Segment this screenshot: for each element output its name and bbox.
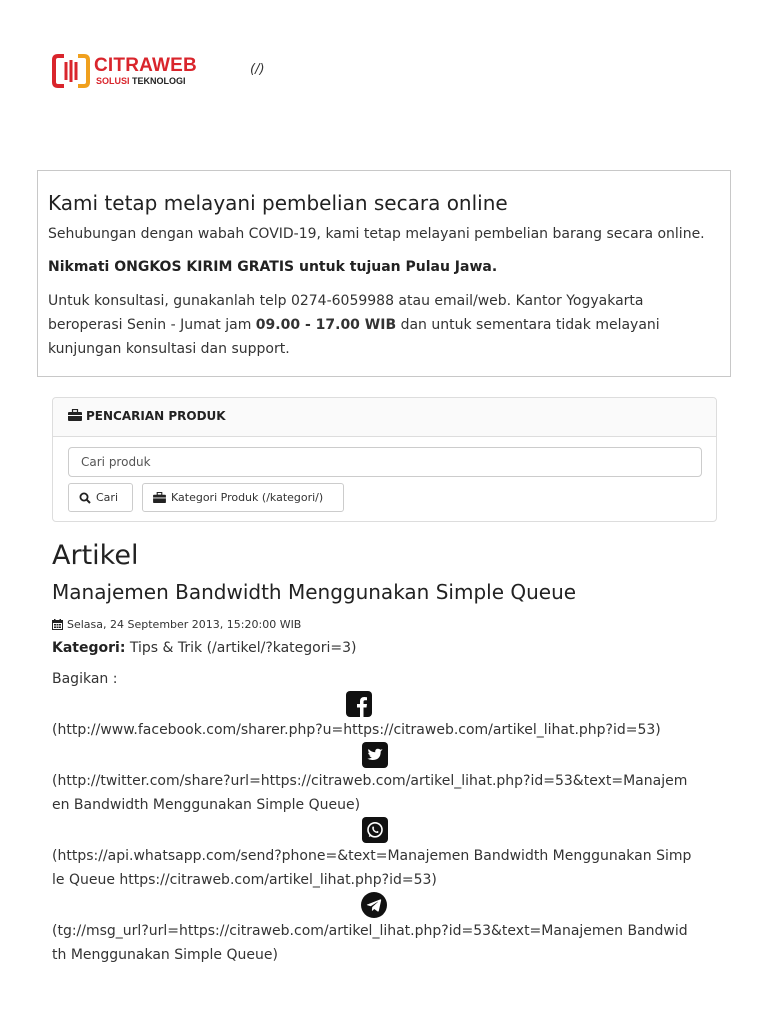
product-category-button[interactable] xyxy=(142,483,344,512)
article-title: Manajemen Bandwidth Menggunakan Simple Queue xyxy=(52,580,577,604)
logo-name: CITRAWEB xyxy=(94,55,197,76)
notice-title: Kami tetap melayani pembelian secara online xyxy=(48,191,508,215)
logo-tagline xyxy=(96,76,186,86)
search-icon xyxy=(79,492,91,504)
category-label: Kategori: xyxy=(52,640,126,656)
facebook-icon[interactable] xyxy=(346,691,372,717)
briefcase-icon xyxy=(153,492,166,503)
product-search-input[interactable] xyxy=(68,447,702,477)
covid-notice-box xyxy=(37,170,731,377)
whatsapp-share-link[interactable]: (https://api.whatsapp.com/send?phone=&text=Manajemen Bandwidth Menggunakan Simple Queue https://citraweb.com/artikel_lihat.php?id=53) xyxy=(52,848,692,888)
notice-paragraph-1: Sehubungan dengan wabah COVID-19, kami tetap melayani pembelian barang secara online. xyxy=(48,226,705,242)
citraweb-logo-mark xyxy=(52,52,90,90)
product-search-panel xyxy=(52,397,717,522)
search-button[interactable] xyxy=(68,483,133,512)
whatsapp-icon[interactable] xyxy=(362,817,388,843)
article-date xyxy=(52,618,301,631)
facebook-share-link[interactable]: (http://www.facebook.com/sharer.php?u=https://citraweb.com/artikel_lihat.php?id=53) xyxy=(52,722,661,738)
briefcase-icon xyxy=(68,409,82,421)
calendar-icon xyxy=(52,619,63,630)
home-link[interactable]: (/) xyxy=(250,62,265,77)
search-panel-title: PENCARIAN PRODUK xyxy=(86,409,226,423)
section-title: Artikel xyxy=(52,540,139,571)
article-date-text: Selasa, 24 September 2013, 15:20:00 WIB xyxy=(67,618,302,631)
telegram-share-link[interactable]: (tg://msg_url?url=https://citraweb.com/artikel_lihat.php?id=53&text=Manajemen Bandwidth Menggunakan Simple Queue) xyxy=(52,923,688,963)
category-button-label: Kategori Produk (/kategori/) xyxy=(171,491,324,504)
notice-p3-text: Untuk konsultasi, gunakanlah telp 0274-6059988 atau email/web. Kantor Yogyakarta beroperasi Senin - Jumat jam xyxy=(48,293,644,333)
logo-tagline-a: SOLUSI xyxy=(96,76,130,86)
notice-hours: 09.00 - 17.00 WIB xyxy=(255,317,397,333)
twitter-share-link[interactable]: (http://twitter.com/share?url=https://citraweb.com/artikel_lihat.php?id=53&text=Manajemen Bandwidth Menggunakan Simple Queue) xyxy=(52,773,688,813)
notice-paragraph-3 xyxy=(48,289,708,361)
telegram-icon[interactable] xyxy=(361,892,387,918)
article-category xyxy=(52,640,357,656)
category-link[interactable]: Tips & Trik (/artikel/?kategori=3) xyxy=(125,640,357,656)
citraweb-logo[interactable] xyxy=(52,52,232,92)
logo-tagline-b: TEKNOLOGI xyxy=(132,76,186,86)
twitter-icon[interactable] xyxy=(362,742,388,768)
search-button-label: Cari xyxy=(96,491,118,504)
share-label: Bagikan : xyxy=(52,671,118,687)
search-panel-header xyxy=(53,398,716,437)
notice-p3-text-end: dan untuk sementara tidak melayani kunjungan konsultasi dan support. xyxy=(48,317,660,357)
notice-free-shipping: Nikmati ONGKOS KIRIM GRATIS untuk tujuan Pulau Jawa. xyxy=(48,259,498,275)
